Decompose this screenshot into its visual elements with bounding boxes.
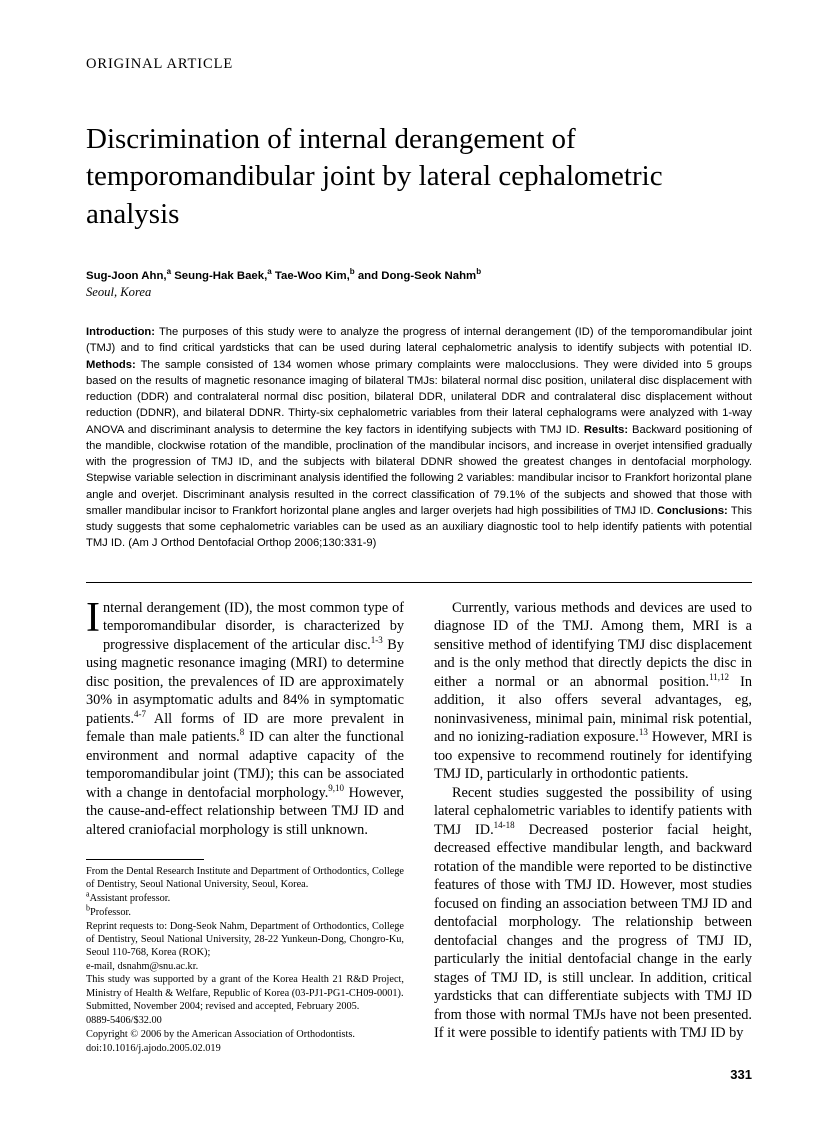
paragraph bbox=[86, 594, 405, 840]
footnote-item: Submitted, November 2004; revised and accepted, February 2005. bbox=[86, 1001, 360, 1013]
body-text-right bbox=[434, 599, 752, 1043]
body-text-left bbox=[86, 594, 405, 840]
footnote-item: doi:10.1016/j.ajodo.2005.02.019 bbox=[86, 1042, 221, 1054]
footnotes-block bbox=[86, 859, 404, 1055]
footnote-item: Copyright © 2006 by the American Association of Orthodontists. bbox=[86, 1028, 355, 1040]
footnote-item: From the Dental Research Institute and Department of Orthodontics, College of Dentistry, Seoul National University, Seoul, Korea. bbox=[86, 866, 404, 891]
footnote-item: $^b$Professor. bbox=[86, 903, 131, 918]
footnote-item: Reprint requests to: Dong-Seok Nahm, Department of Orthodontics, College of Dentistry, Seoul National University, 28-22 Yunkeun-Dong, Chongro-Ku, Seoul 110-768, Korea (ROK); bbox=[86, 920, 404, 959]
body-columns bbox=[86, 594, 753, 1056]
article-type-label: ORIGINAL ARTICLE bbox=[86, 56, 234, 72]
section-divider bbox=[86, 582, 752, 583]
paragraph-text: nternal derangement (ID), the most common type of temporomandibular disorder, is characterized by progressive displacement of the articular disc.$^{1-3}$ By using magnetic resonance imaging (MRI) to determine disc position, the prevalences of ID are approximately 30% in asymptomatic adults and 84% in symptomatic patients.$^{4-7}$ All forms of ID are more prevalent in female than male patients.$^8$ ID can alter the functional environment and normal adaptive capacity of the temporomandibular joint (TMJ); this can be associated with a change in dentofacial morphology.$^{9,10}$ However, the cause-and-effect relationship between TMJ ID and altered craniofacial morphology is still unknown. bbox=[86, 599, 405, 838]
author-affiliation: Seoul, Korea bbox=[86, 285, 152, 300]
footnote-item: This study was supported by a grant of the Korea Health 21 R&D Project, Ministry of Health & Welfare, Republic of Korea (03-PJ1-PG1-CH09-0001). bbox=[86, 974, 404, 999]
footnote-divider bbox=[86, 859, 204, 860]
abstract: Introduction: The purposes of this study were to analyze the progress of internal derangement (ID) of the temporomandibular joint (TMJ) and to find critical yardsticks that can be used during lateral cephalometric analysis to identify subjects with potential ID. Methods: The sample consisted of 134 women whose primary complaints were malocclusions. They were divided into 5 groups based on the results of magnetic resonance imaging of bilateral TMJs: bilateral normal disc position, unilateral disc displacement with reduction (DDR) and contralateral normal disc position, bilateral DDR, unilateral DDR and contralateral disc displacement without reduction (DDNR), and bilateral DDNR. Thirty-six cephalometric variables from their lateral cephalograms were analyzed with 1-way ANOVA and discriminant analysis to determine the key factors in identifying subjects with TMJ ID. Results: Backward positioning of the mandible, clockwise rotation of the mandible, proclination of the mandibular incisors, and increase in overjet intensified gradually with the progression of TMJ ID, and the subjects with bilateral DDNR showed the greatest changes in dentofacial morphology. Stepwise variable selection in discriminant analysis identified the following 2 variables: mandibular incisor to Frankfort horizontal plane angle and overjet. Discriminant analysis resulted in the correct classification of 79.1% of the subjects and showed that those with smaller mandibular incisor to Frankfort horizontal plane angles and larger overjets had high possibilities of TMJ ID. Conclusions: This study suggests that some cephalometric variables can be used as an auxiliary diagnostic tool to help identify patients with potential TMJ ID. (Am J Orthod Dentofacial Orthop 2006;130:331-9) bbox=[86, 326, 752, 550]
drop-cap: I bbox=[86, 594, 100, 641]
author-list: Sug-Joon Ahn,$^a$ Seung-Hak Baek,$^a$ Tae-Woo Kim,$^b$ and Dong-Seok Nahm$^b$ bbox=[86, 267, 482, 283]
column-right bbox=[434, 599, 752, 1043]
page-content bbox=[86, 56, 752, 1055]
paragraph: Currently, various methods and devices are used to diagnose ID of the TMJ. Among them, MRI is a sensitive method of identifying TMJ disc displacement and is the only method that directly depicts the disc in either a normal or an abnormal position.$^{11,12}$ In addition, it also offers several advantages, eg, noninvasiveness, minimal pain, minimal risk potential, and no ionizing-radiation exposure.$^{13}$ However, MRI is too expensive to recommend routinely for identifying TMJ ID, particularly in orthodontic patients. bbox=[434, 599, 753, 783]
page-number: 331 bbox=[730, 1067, 752, 1082]
footnote-item: e-mail, dsnahm@snu.ac.kr. bbox=[86, 960, 199, 972]
paragraph: Recent studies suggested the possibility of using lateral cephalometric variables to identify patients with TMJ ID.$^{14-18}$ Decreased posterior facial height, decreased effective mandibular length, and backward rotation of the mandible were reported to be distinctive features of those with TMJ ID. However, most studies focused on finding an association between TMJ ID and dentofacial morphology. The relationship between dentofacial changes and the progress of TMJ ID, particularly the initial dentofacial change in the early stages of TMJ ID, is still unclear. In addition, critical yardsticks that can differentiate subjects with TMJ ID from those with normal TMJs have not been presented. If it were possible to identify patients with TMJ ID by bbox=[434, 784, 752, 1042]
footnote-item: 0889-5406/$32.00 bbox=[86, 1015, 162, 1027]
footnote-item: $^a$Assistant professor. bbox=[86, 889, 171, 905]
column-left bbox=[86, 594, 405, 1056]
page-title: Discrimination of internal derangement of temporomandibular joint by lateral cephalometric analysis bbox=[86, 123, 663, 230]
